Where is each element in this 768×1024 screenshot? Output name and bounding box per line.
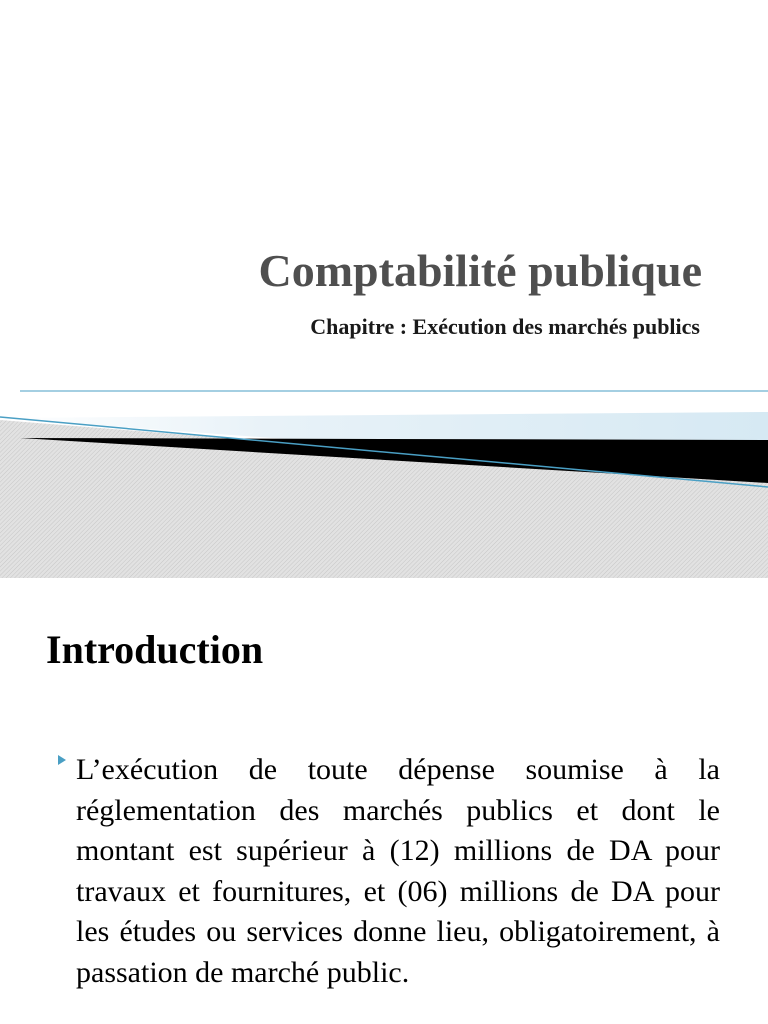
intro-slide xyxy=(0,578,768,1024)
slide-subtitle: Chapitre : Exécution des marchés publics xyxy=(310,314,700,339)
bullet-text: L’exécution de toute dépense soumise à la réglementation des marchés publics et dont le montant est supérieur à (12) millions de DA pour travaux et fournitures, et (06) millions de DA pour les études ou services donne lieu, obligatoirement, à passation de marché public. xyxy=(76,753,720,989)
slide-heading: Introduction xyxy=(46,627,264,672)
slide-title: Comptabilité publique xyxy=(258,245,702,296)
decorative-band xyxy=(0,380,768,578)
triangle-right-bullet-icon xyxy=(56,754,68,766)
